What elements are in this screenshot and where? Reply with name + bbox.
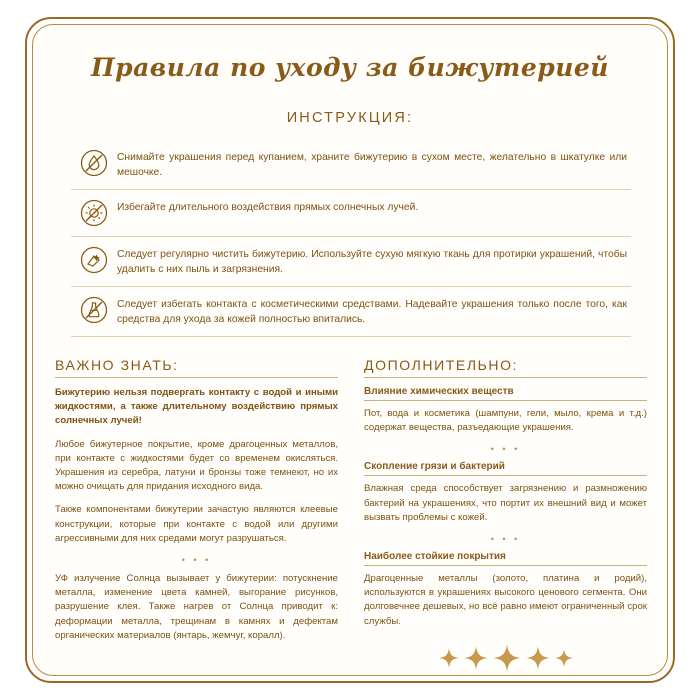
instruction-heading: ИНСТРУКЦИЯ: bbox=[286, 110, 414, 126]
page-title: Правила по уходу за бижутерией bbox=[90, 53, 609, 82]
additional-column bbox=[352, 357, 647, 673]
divider-dots: • • • bbox=[490, 534, 521, 545]
no-sun-icon bbox=[71, 197, 117, 227]
important-paragraph: Любое бижутерное покрытие, кроме драгоценных металлов, при контакте с жидкостями будет со временем окисляться. Украшения из серебра, латуни и бронзы тоже темнеют, но их можно очищать для придания исходного вида. bbox=[55, 438, 338, 493]
additional-subheading: Наиболее стойкие покрытия bbox=[364, 551, 647, 566]
sparkle-icon bbox=[492, 643, 522, 673]
sparkle-icon bbox=[438, 647, 460, 669]
card-inner bbox=[49, 35, 651, 667]
additional-subheading: Влияние химических веществ bbox=[364, 386, 647, 401]
no-water-drop-icon bbox=[71, 147, 117, 177]
divider-dots: • • • bbox=[181, 555, 212, 566]
care-instructions-card bbox=[25, 17, 675, 683]
lower-columns bbox=[49, 357, 651, 673]
instruction-item-text: Следует избегать контакта с косметическими средствами. Надевайте украшения только после того, как средства для ухода за кожей полностью впитались. bbox=[117, 299, 627, 325]
divider-dots: • • • bbox=[490, 444, 521, 455]
important-paragraph: Бижутерию нельзя подвергать контакту с водой и иными жидкостями, а также длительному воздействию прямых солнечных лучей! bbox=[55, 387, 338, 427]
additional-heading: ДОПОЛНИТЕЛЬНО: bbox=[364, 357, 647, 378]
sparkle-icon bbox=[525, 645, 551, 671]
sparkle-icon bbox=[463, 645, 489, 671]
instruction-item bbox=[71, 190, 631, 237]
important-paragraph: Также компонентами бижутерии зачастую являются клеевые конструкции, которые при контакте с водой или другими агрессивными для них средами могут разрушаться. bbox=[55, 504, 338, 544]
sparkle-icon bbox=[554, 648, 574, 668]
additional-subheading: Скопление грязи и бактерий bbox=[364, 461, 647, 476]
instruction-item-text: Избегайте длительного воздействия прямых солнечных лучей. bbox=[117, 202, 419, 213]
sparkles-decoration bbox=[364, 643, 647, 673]
instruction-item bbox=[71, 287, 631, 337]
instruction-item bbox=[71, 237, 631, 287]
instruction-item-text: Снимайте украшения перед купанием, храните бижутерию в сухом месте, желательно в шкатулке или мешочке. bbox=[117, 152, 627, 178]
cleaning-cloth-icon bbox=[71, 244, 117, 274]
important-heading: ВАЖНО ЗНАТЬ: bbox=[55, 357, 338, 378]
important-paragraph: УФ излучение Солнца вызывает у бижутерии: потускнение металла, изменение цвета камней, выгорание рисунков, разрушение клея. Также нагрев от Солнца приводит к: деформации металла, трещинам в камнях и дефектам органических материалов (янтарь, жемчуг, коралл). bbox=[55, 573, 338, 641]
additional-paragraph: Драгоценные металлы (золото, платина и родий), используются в украшениях высокого ценового сегмента. Они долговечнее дешевых, но всё равно имеют ограниченный срок службы. bbox=[364, 573, 647, 627]
additional-paragraph: Пот, вода и косметика (шампуни, гели, мыло, крема и т.д.) содержат вещества, разъедающие украшения. bbox=[364, 408, 647, 434]
important-column bbox=[55, 357, 352, 673]
instruction-item bbox=[71, 140, 631, 190]
additional-paragraph: Влажная среда способствует загрязнению и размножению бактерий на украшениях, что портит их внешний вид и может вызвать проблемы с кожей. bbox=[364, 483, 647, 523]
no-cosmetics-icon bbox=[71, 294, 117, 324]
instruction-item-text: Следует регулярно чистить бижутерию. Используйте сухую мягкую ткань для протирки украшений, чтобы удалить с них пыль и загрязнения. bbox=[117, 249, 627, 275]
